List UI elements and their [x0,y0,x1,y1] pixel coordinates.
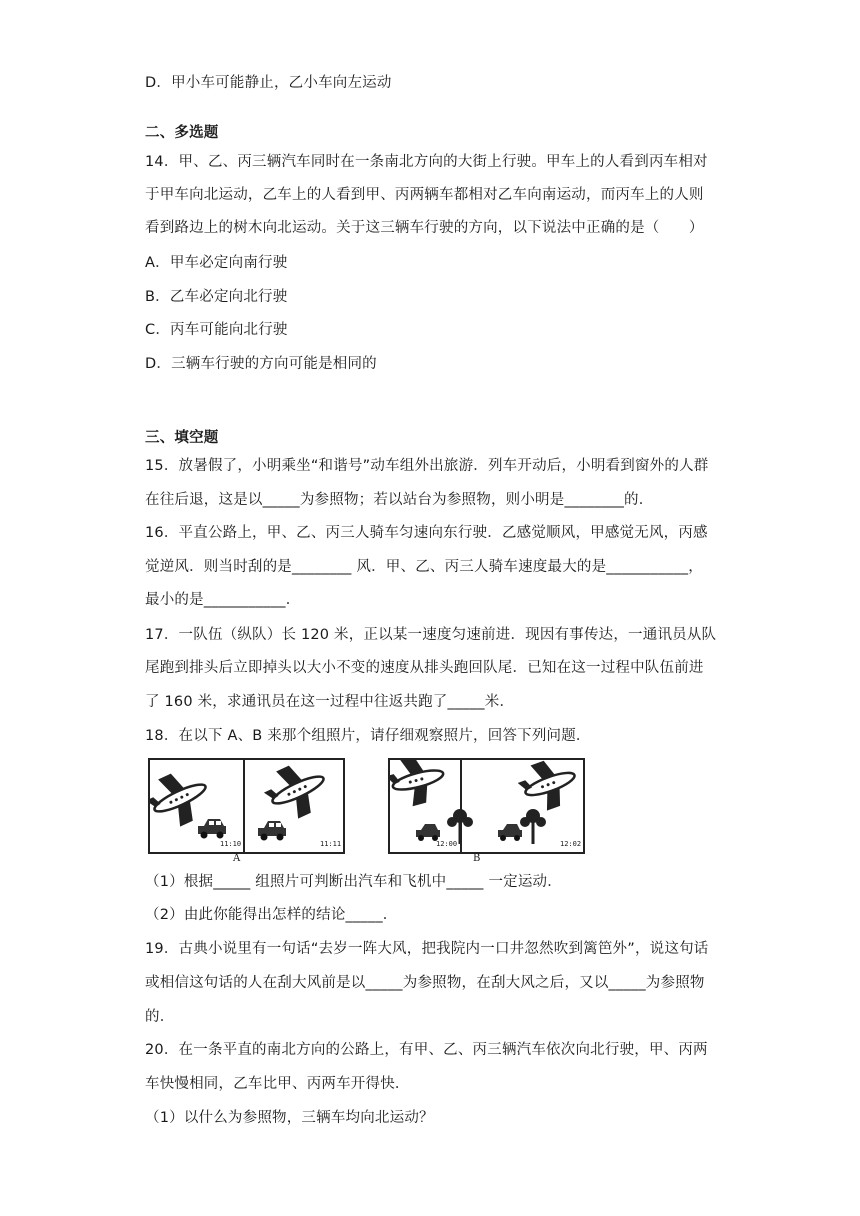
photo-group-a [148,758,345,854]
q14-option-d: D．三辆车行驶的方向可能是相同的 [145,356,377,372]
q17-line2: 尾跑到排头后立即掉头以大小不变的速度从排头跑回队尾．已知在这一过程中队伍前进 [145,660,704,676]
q13-option-d: D．甲小车可能静止，乙小车向左运动 [145,75,392,91]
q14-stem-line3: 看到路边上的树木向北运动。关于这三辆车行驶的方向，以下说法中正确的是（ ） [145,220,704,236]
q17-line1: 17．一队伍（纵队）长 120 米，正以某一速度匀速前进．现因有事传达，一通讯员从队 [145,627,717,643]
q14-stem-line1: 14．甲、乙、丙三辆汽车同时在一条南北方向的大街上行驶。甲车上的人看到丙车相对 [145,154,708,170]
q14-option-c: C．丙车可能向北行驶 [145,322,288,338]
tree-icon [447,809,473,844]
q18-subq1: （1）根据_____ 组照片可判断出汽车和飞机中_____ 一定运动． [145,874,562,890]
photo-group-b [388,758,585,854]
timestamp-b2: 12:02 [560,840,582,848]
car-icon [198,819,226,839]
q18-stem: 18．在以下 A、B 来那个组照片，请仔细观察照片，回答下列问题． [145,728,591,744]
q19-line2: 或相信这句话的人在刮大风前是以_____为参照物，在刮大风之后，又以_____为参照物 [145,975,705,991]
q20-line1: 20．在一条平直的南北方向的公路上，有甲、乙、丙三辆汽车依次向北行驶，甲、丙两 [145,1042,708,1058]
q14-stem-line2: 于甲车向北运动，乙车上的人看到甲、丙两辆车都相对乙车向南运动，而丙车上的人则 [145,187,704,203]
q16-line2: 觉逆风．则当时刮的是________ 风．甲、乙、丙三人骑车速度最大的是___________， [145,559,703,575]
q16-line1: 16．平直公路上，甲、乙、丙三人骑车匀速向东行驶．乙感觉顺风，甲感觉无风，丙感 [145,525,708,541]
q20-subq1: （1）以什么为参照物，三辆车均向北运动？ [145,1110,434,1126]
q17-line3: 了 160 米，求通讯员在这一过程中往返共跑了_____米． [145,694,515,710]
q15-line2: 在往后退，这是以_____为参照物；若以站台为参照物，则小明是________的． [145,492,654,508]
photo-label-a: A [233,853,241,864]
q18-photo-figure [145,755,585,867]
q19-line3: 的． [145,1009,175,1025]
q20-line2: 车快慢相同，乙车比甲、丙两车开得快． [145,1076,410,1092]
section-heading-fill-in: 三、填空题 [145,430,219,446]
section-heading-multiple-choice: 二、多选题 [145,125,219,141]
q19-line1: 19．古典小说里有一句话“去岁一阵大风，把我院内一口井忽然吹到篱笆外”，说这句话 [145,941,709,957]
q15-line1: 15．放暑假了，小明乘坐“和谐号”动车组外出旅游．列车开动后，小明看到窗外的人群 [145,458,709,474]
timestamp-a2: 11:11 [320,840,342,848]
timestamp-a1: 11:10 [220,840,242,848]
timestamp-b1: 12:00 [436,840,458,848]
photo-label-b: B [473,853,481,864]
q18-subq2: （2）由此你能得出怎样的结论_____． [145,907,398,923]
q14-option-a: A．甲车必定向南行驶 [145,255,288,271]
q16-line3: 最小的是___________． [145,592,301,608]
q14-option-b: B．乙车必定向北行驶 [145,289,288,305]
